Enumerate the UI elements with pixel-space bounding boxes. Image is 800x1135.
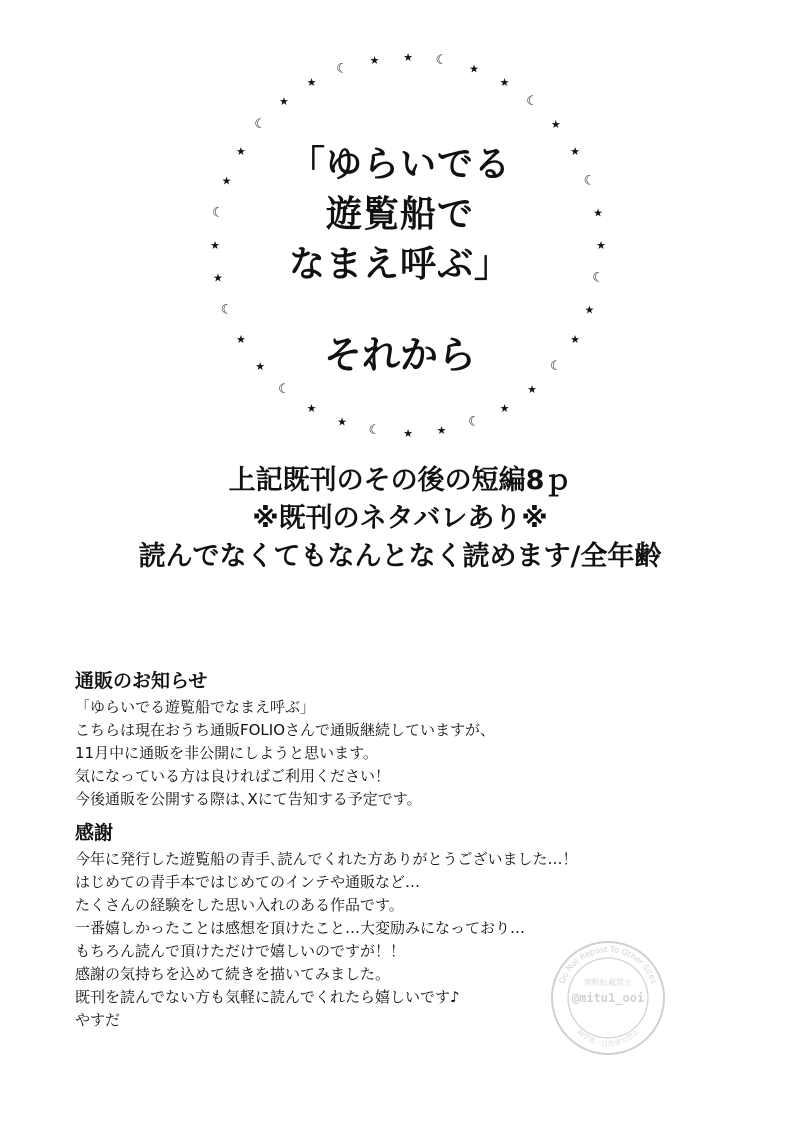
star-icon: ★	[403, 427, 413, 440]
watermark-stamp	[548, 938, 668, 1058]
watermark-bottom-text: AI学習・自作発言禁止	[575, 1027, 641, 1049]
crescent-moon-icon: ☾	[583, 173, 596, 189]
notice-line: 今後通販を公開する際は､Xにて告知する予定です。	[75, 790, 422, 808]
crescent-moon-icon: ☾	[368, 423, 381, 439]
crescent-moon-icon: ☾	[435, 52, 448, 68]
crescent-moon-icon: ☾	[278, 382, 290, 397]
thanks-line: たくさんの経験をした思い入れのある作品です。	[75, 896, 404, 914]
notice-line: 11月中に通販を非公開にしようと思います。	[75, 744, 378, 762]
description-line-1: 上記既刊のその後の短編8ｐ	[228, 465, 572, 496]
star-icon: ★	[584, 303, 595, 317]
star-icon: ★	[469, 62, 479, 76]
crescent-moon-icon: ☾	[592, 270, 604, 286]
book-subtitle: それから	[323, 333, 476, 377]
mail-order-notice	[75, 668, 715, 811]
description-line-3: 読んでなくてもなんとなく読めます/全年齢	[138, 541, 662, 572]
crescent-moon-icon: ☾	[212, 205, 224, 221]
crescent-moon-icon: ☾	[220, 302, 233, 318]
author-signature: やすだ	[75, 1011, 121, 1029]
star-icon: ★	[596, 239, 606, 252]
title-line-1: 「ゆらいでる	[288, 144, 511, 185]
thanks-line: 一番嬉しかったことは感想を頂けたこと…大変励みになっており…	[75, 919, 526, 937]
star-icon: ★	[255, 359, 266, 373]
star-icon: ★	[235, 333, 246, 346]
star-icon: ★	[570, 333, 581, 346]
star-icon: ★	[306, 76, 317, 90]
thanks-heading: 感謝	[75, 822, 114, 844]
notice-heading: 通販のお知らせ	[75, 670, 208, 692]
watermark-top-text: 無断転載禁止	[584, 978, 632, 987]
thanks-line: 既刊を読んでない方も気軽に読んでくれたら嬉しいです♪	[75, 988, 460, 1006]
crescent-moon-icon: ☾	[526, 94, 538, 109]
watermark-handle: @mitu1_ooi	[571, 991, 645, 1005]
thanks-line: もちろん読んで頂けただけで嬉しいのですが！！	[75, 942, 406, 960]
thanks-line: はじめての青手本ではじめてのインテや通販など…	[75, 873, 421, 891]
notice-line: こちらは現在おうち通販FOLIOさんで通販継続していますが、	[75, 721, 496, 739]
crescent-moon-icon: ☾	[468, 414, 480, 430]
crescent-moon-icon: ☾	[254, 117, 267, 133]
star-icon: ★	[550, 118, 561, 132]
star-icon: ★	[369, 53, 380, 67]
star-icon: ★	[212, 271, 223, 285]
star-icon: ★	[210, 239, 220, 252]
star-icon: ★	[527, 383, 538, 396]
title-line-3: なまえ呼ぶ」	[288, 244, 511, 285]
thanks-line: 感謝の気持ちを込めて続きを描いてみました。	[75, 965, 391, 983]
description-line-2: ※既刊のネタバレあり※	[252, 503, 548, 534]
star-icon: ★	[403, 51, 413, 64]
crescent-moon-icon: ☾	[336, 61, 348, 77]
notice-line: 気になっている方は良ければご利用ください！	[75, 767, 391, 785]
star-icon: ★	[499, 76, 510, 90]
star-icon: ★	[278, 95, 289, 108]
watermark-outer-text: Do Not Repost To Other Sites	[557, 944, 659, 985]
notice-line: 「ゆらいでる遊覧船でなまえ呼ぶ」	[75, 698, 316, 716]
title-line-2: 遊覧船で	[325, 194, 474, 235]
star-icon: ★	[235, 145, 246, 158]
star-icon: ★	[337, 415, 347, 429]
star-icon: ★	[306, 401, 317, 415]
thanks-line: 今年に発行した遊覧船の青手､読んでくれた方ありがとうございました…！	[75, 850, 578, 868]
star-icon: ★	[436, 424, 447, 438]
star-icon: ★	[499, 401, 510, 415]
star-icon: ★	[570, 145, 581, 158]
book-description	[40, 462, 760, 576]
crescent-moon-icon: ☾	[549, 358, 562, 374]
star-icon: ★	[221, 174, 232, 188]
book-title	[250, 140, 550, 290]
star-icon: ★	[593, 206, 604, 220]
